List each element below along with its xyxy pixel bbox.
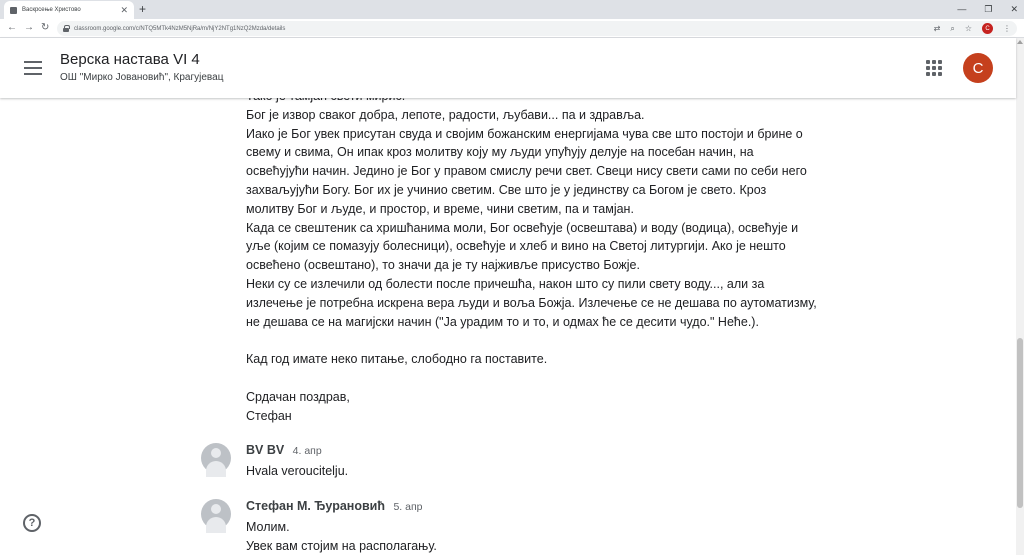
browser-tab[interactable]	[4, 1, 134, 19]
post-body	[246, 87, 871, 425]
page-scrollbar[interactable]	[1016, 38, 1024, 555]
comment-author-avatar	[201, 443, 231, 473]
close-tab-icon[interactable]: ✕	[120, 4, 128, 15]
account-avatar[interactable]: C	[963, 53, 993, 83]
comment-text: Hvala veroucitelju.	[246, 464, 349, 478]
post-blank-line	[246, 331, 871, 350]
comment-author: BV BV	[246, 443, 285, 457]
back-icon[interactable]: ←	[7, 22, 17, 33]
main-menu-icon[interactable]	[24, 61, 42, 75]
post-line: Када се свештеник са хришћанима моли, Бог освећује (освештава) и воду (водица), освећује и	[246, 220, 799, 235]
window-controls	[957, 2, 1018, 16]
tab-title: Васкрсење Христово	[22, 7, 81, 13]
class-title[interactable]: Верска настава VI 4	[60, 51, 200, 68]
post-line: захваљујући Богу. Бог их је учинио светим. Све што је у јединству са Богом је свето. Кроз	[246, 182, 767, 197]
post-line: не дешава се на магијски начин ("Ја урадим то и то, и одмах ће се десити чудо." Неће.).	[246, 314, 759, 329]
classroom-header	[0, 38, 1016, 98]
new-tab-icon[interactable]: +	[139, 2, 147, 16]
post-line: освећено (освештано), то значи да је ту најживље присуство Божје.	[246, 258, 640, 273]
post-blank-line	[246, 369, 871, 388]
post-line: свему и свима, Он ипак кроз молитву коју му људи упућују делује на посебан начин, на	[246, 145, 754, 160]
zoom-icon[interactable]: ⌕	[950, 23, 955, 33]
close-window-icon[interactable]: ✕	[1010, 4, 1018, 14]
class-subtitle: ОШ "Мирко Јовановић", Крагујевац	[60, 72, 224, 83]
browser-profile-avatar[interactable]: C	[982, 23, 993, 34]
post-line: уље (којим се помазују болесници), освећује и хлеб и вино на Светој литургији. Ако је нешто	[246, 239, 786, 254]
url-text: classroom.google.com/c/NTQ5MTk4NzM5NjRa/m/NjY2NTg1NzQ2Mzda/details	[74, 25, 286, 32]
address-bar[interactable]	[57, 21, 1017, 36]
post-line: молитву Бог и људе, и простор, и време, чини светим, па и тамјан.	[246, 201, 634, 216]
bookmark-star-icon[interactable]: ☆	[964, 24, 972, 33]
post-details-content	[0, 98, 1016, 555]
post-line: излечење је потребна искрена вера људи и воља Божја. Излечење се не дешава по аутоматизму,	[246, 295, 817, 310]
post-line: Неки су се излечили од болести после причешћа, након што су пили свету воду..., али за	[246, 276, 765, 291]
comment-text: Молим.	[246, 520, 290, 534]
post-line: освећујући начин. Једино је Бог у правом смислу речи свет. Свеци нису свети сами по себи него	[246, 164, 807, 179]
comment-date: 4. апр	[292, 445, 322, 457]
post-line: Бог је извор сваког добра, лепоте, радости, љубави... па и здравља.	[246, 107, 645, 122]
post-line: Стефан	[246, 408, 292, 423]
lock-icon	[63, 25, 69, 32]
translate-icon[interactable]: ⇄	[933, 24, 941, 33]
comment-author-avatar	[201, 499, 231, 529]
forward-icon[interactable]: →	[24, 22, 34, 33]
browser-toolbar	[0, 19, 1024, 38]
scroll-up-icon[interactable]	[1017, 40, 1023, 44]
browser-menu-icon[interactable]: ⋮	[1003, 24, 1011, 33]
reload-icon[interactable]: ↻	[41, 22, 50, 33]
help-icon[interactable]: ?	[23, 514, 41, 532]
classroom-favicon-icon	[10, 7, 17, 14]
comment-text: Увек вам стојим на располагању.	[246, 539, 437, 553]
post-line: Кад год имате неко питање, слободно га поставите.	[246, 352, 548, 367]
browser-tabstrip	[0, 0, 1024, 19]
minimize-icon[interactable]: —	[957, 4, 967, 14]
restore-icon[interactable]: ❐	[984, 4, 993, 14]
google-apps-icon[interactable]	[926, 60, 942, 76]
post-line: Срдачан поздрав,	[246, 389, 350, 404]
scroll-thumb[interactable]	[1017, 338, 1023, 508]
post-line: Иако је Бог увек присутан свуда и својим божанским енергијама чува све што постоји и брине о	[246, 126, 803, 141]
comment-author: Стефан М. Ђурановић	[246, 499, 386, 513]
comment-date: 5. апр	[393, 501, 423, 513]
